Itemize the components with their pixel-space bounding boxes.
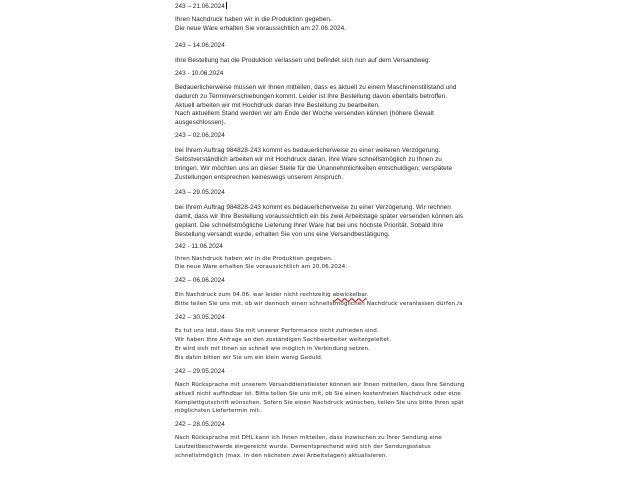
entry-text-line: möglichsten Liefertermin mit. xyxy=(175,408,261,415)
entry-text-line: Er wird sich mit Ihnen so schnell wie möglich in Verbindung setzen. xyxy=(175,345,370,352)
entry-text-line: Es tut uns leid, dass Sie mit unserer Performance nicht zufrieden sind. xyxy=(175,328,379,335)
entry-text-line: Ihren Nachdruck haben wir in die Produktion gegeben. xyxy=(175,255,333,262)
entry-heading: 242 – 30.05.2024 xyxy=(175,314,225,322)
entry-text-line: Die neue Ware erhalten Sie voraussichtlich am 27.06.2024. xyxy=(175,24,346,32)
log-entry xyxy=(175,277,485,309)
entry-heading: 243 - 10.06.2024 xyxy=(175,69,224,77)
entry-text-line: Komplettgutschrift wünschen. Sofern Sie einen Nachdruck wünschen, teilen Sie uns bitte Ihren spät xyxy=(175,399,464,406)
entry-text-line: Selbstverständlich arbeiten wir mit Hochdruck daran, Ihre Ware schnellstmöglich zu Ihnen zu xyxy=(175,156,442,164)
log-entry xyxy=(175,132,485,183)
entry-heading: 243 – 14.06.2024 xyxy=(175,41,225,49)
entry-text-line: schnellstmöglich (max. in den nächsten zwei Arbeitstagen) aktualisieren. xyxy=(175,453,388,460)
entry-text-line: Bestellung versandt wurde, erhalten Sie von uns eine Versandbestätigung. xyxy=(175,230,390,238)
text-cursor xyxy=(226,2,227,9)
entry-text-line: Ein Nachdruck zum 04.06. war leider nicht rechtzeitig abwickelbar. xyxy=(175,292,369,299)
entry-text-line: Bitte teilen Sie uns mit, ob wir dennoch einen schnellstmöglichen Nachdruck veranlassen dürfen./a xyxy=(175,301,463,308)
entry-text-line: dadurch zu Terminverschiebungen kommt. Leider ist Ihre Bestellung davon ebenfalls betroffen. xyxy=(175,92,448,100)
entry-heading: 243 – 29.05.2024 xyxy=(175,188,225,196)
entry-text-line: Laufzeitbeschwerde eingereicht wurde. Dementsprechend wird sich der Sendungsstatus xyxy=(175,444,431,451)
entry-heading: 242 – 06.06.2024 xyxy=(175,277,225,285)
log-entry xyxy=(175,189,485,240)
entry-text-line: Ihren Nachdruck haben wir in die Produktion gegeben. xyxy=(175,16,332,23)
entry-heading: 242 – 28.05.2024 xyxy=(175,421,225,429)
entry-text-line: bei Ihrem Auftrag 984828-243 kommt es bedauerlicherweise zu einer weiteren Verzögerung. xyxy=(175,147,441,155)
entry-heading: 243 – 02.06.2024 xyxy=(175,132,225,140)
entry-text-line: Ihre Bestellung hat die Produktion verlassen und befindet sich nun auf dem Versandweg. xyxy=(175,56,431,64)
log-entry xyxy=(175,243,485,273)
entry-text-line: ausgeschlossen). xyxy=(175,119,226,127)
spellcheck-flagged-word[interactable]: abwickelbar xyxy=(332,292,367,299)
log-entry xyxy=(175,421,485,461)
entry-text-line: aktuell nicht auffindbar ist. Bitte teilen Sie uns mit, ob Sie einen kostenfreien Nachdruck oder eine xyxy=(175,390,461,397)
entry-text-line: Zustellungen entsprechen keineswegs unserem Anspruch. xyxy=(175,173,344,181)
entry-heading: 242 - 11.06.2024 xyxy=(175,242,223,250)
document-page xyxy=(175,2,485,461)
entry-text-line: Bis dahin bitten wir Sie um ein klein wenig Geduld. xyxy=(175,354,323,361)
log-entry xyxy=(175,42,485,66)
entry-text-line: bei Ihrem Auftrag 984828-243 kommt es bedauerlicherweise zu einer Verzögerung. Wir rechnen xyxy=(175,203,451,211)
entry-text-line: Nach aktuellem Stand werden wir am Ende der Woche versenden können (höhere Gewalt xyxy=(175,110,434,118)
log-entry xyxy=(175,70,485,129)
entry-text-line: bringen. Wir möchten uns an dieser Stelle für die Unannehmlichkeiten entschuldigen; verspätete xyxy=(175,165,453,173)
entry-text-line: damit, dass wir Ihre Bestellung voraussichtlich ein bis zwei Arbeitstage später versenden können als xyxy=(175,212,464,220)
entry-text-line: Nach Rücksprache mit DHL kann ich Ihnen mitteilen, dass inzwischen zu Ihrer Sendung eine xyxy=(175,435,442,442)
log-entry xyxy=(175,314,485,363)
log-entry xyxy=(175,368,485,417)
entry-heading: 242 – 29.05.2024 xyxy=(175,367,225,375)
entry-text-line: Nach Rücksprache mit unserem Versanddienstleister können wir Ihnen mitteilen, dass Ihre Sendung xyxy=(175,381,465,388)
entry-text-line: Wir haben Ihre Anfrage an den zuständigen Sachbearbeiter weitergeleitet. xyxy=(175,337,392,344)
entry-text-line: Aktuell arbeiten wir mit Hochdruck daran Ihre Bestellung zu bearbeiten. xyxy=(175,101,380,109)
entry-text-line: geplant. Die schnellstmögliche Lieferung Ihrer Ware hat bei uns höchste Priorität. Sobald Ihre xyxy=(175,221,444,229)
entry-text-line: Bedauerlicherweise müssen wir Ihnen mitteilen, dass es aktuell zu einem Maschinenstillstand und xyxy=(175,83,457,91)
entry-text-line: Die neue Ware erhalten Sie voraussichtlich am 20.06.2024. xyxy=(175,264,348,271)
log-entry xyxy=(175,2,485,34)
entry-heading: 243 – 21.06.2024 xyxy=(175,3,225,10)
